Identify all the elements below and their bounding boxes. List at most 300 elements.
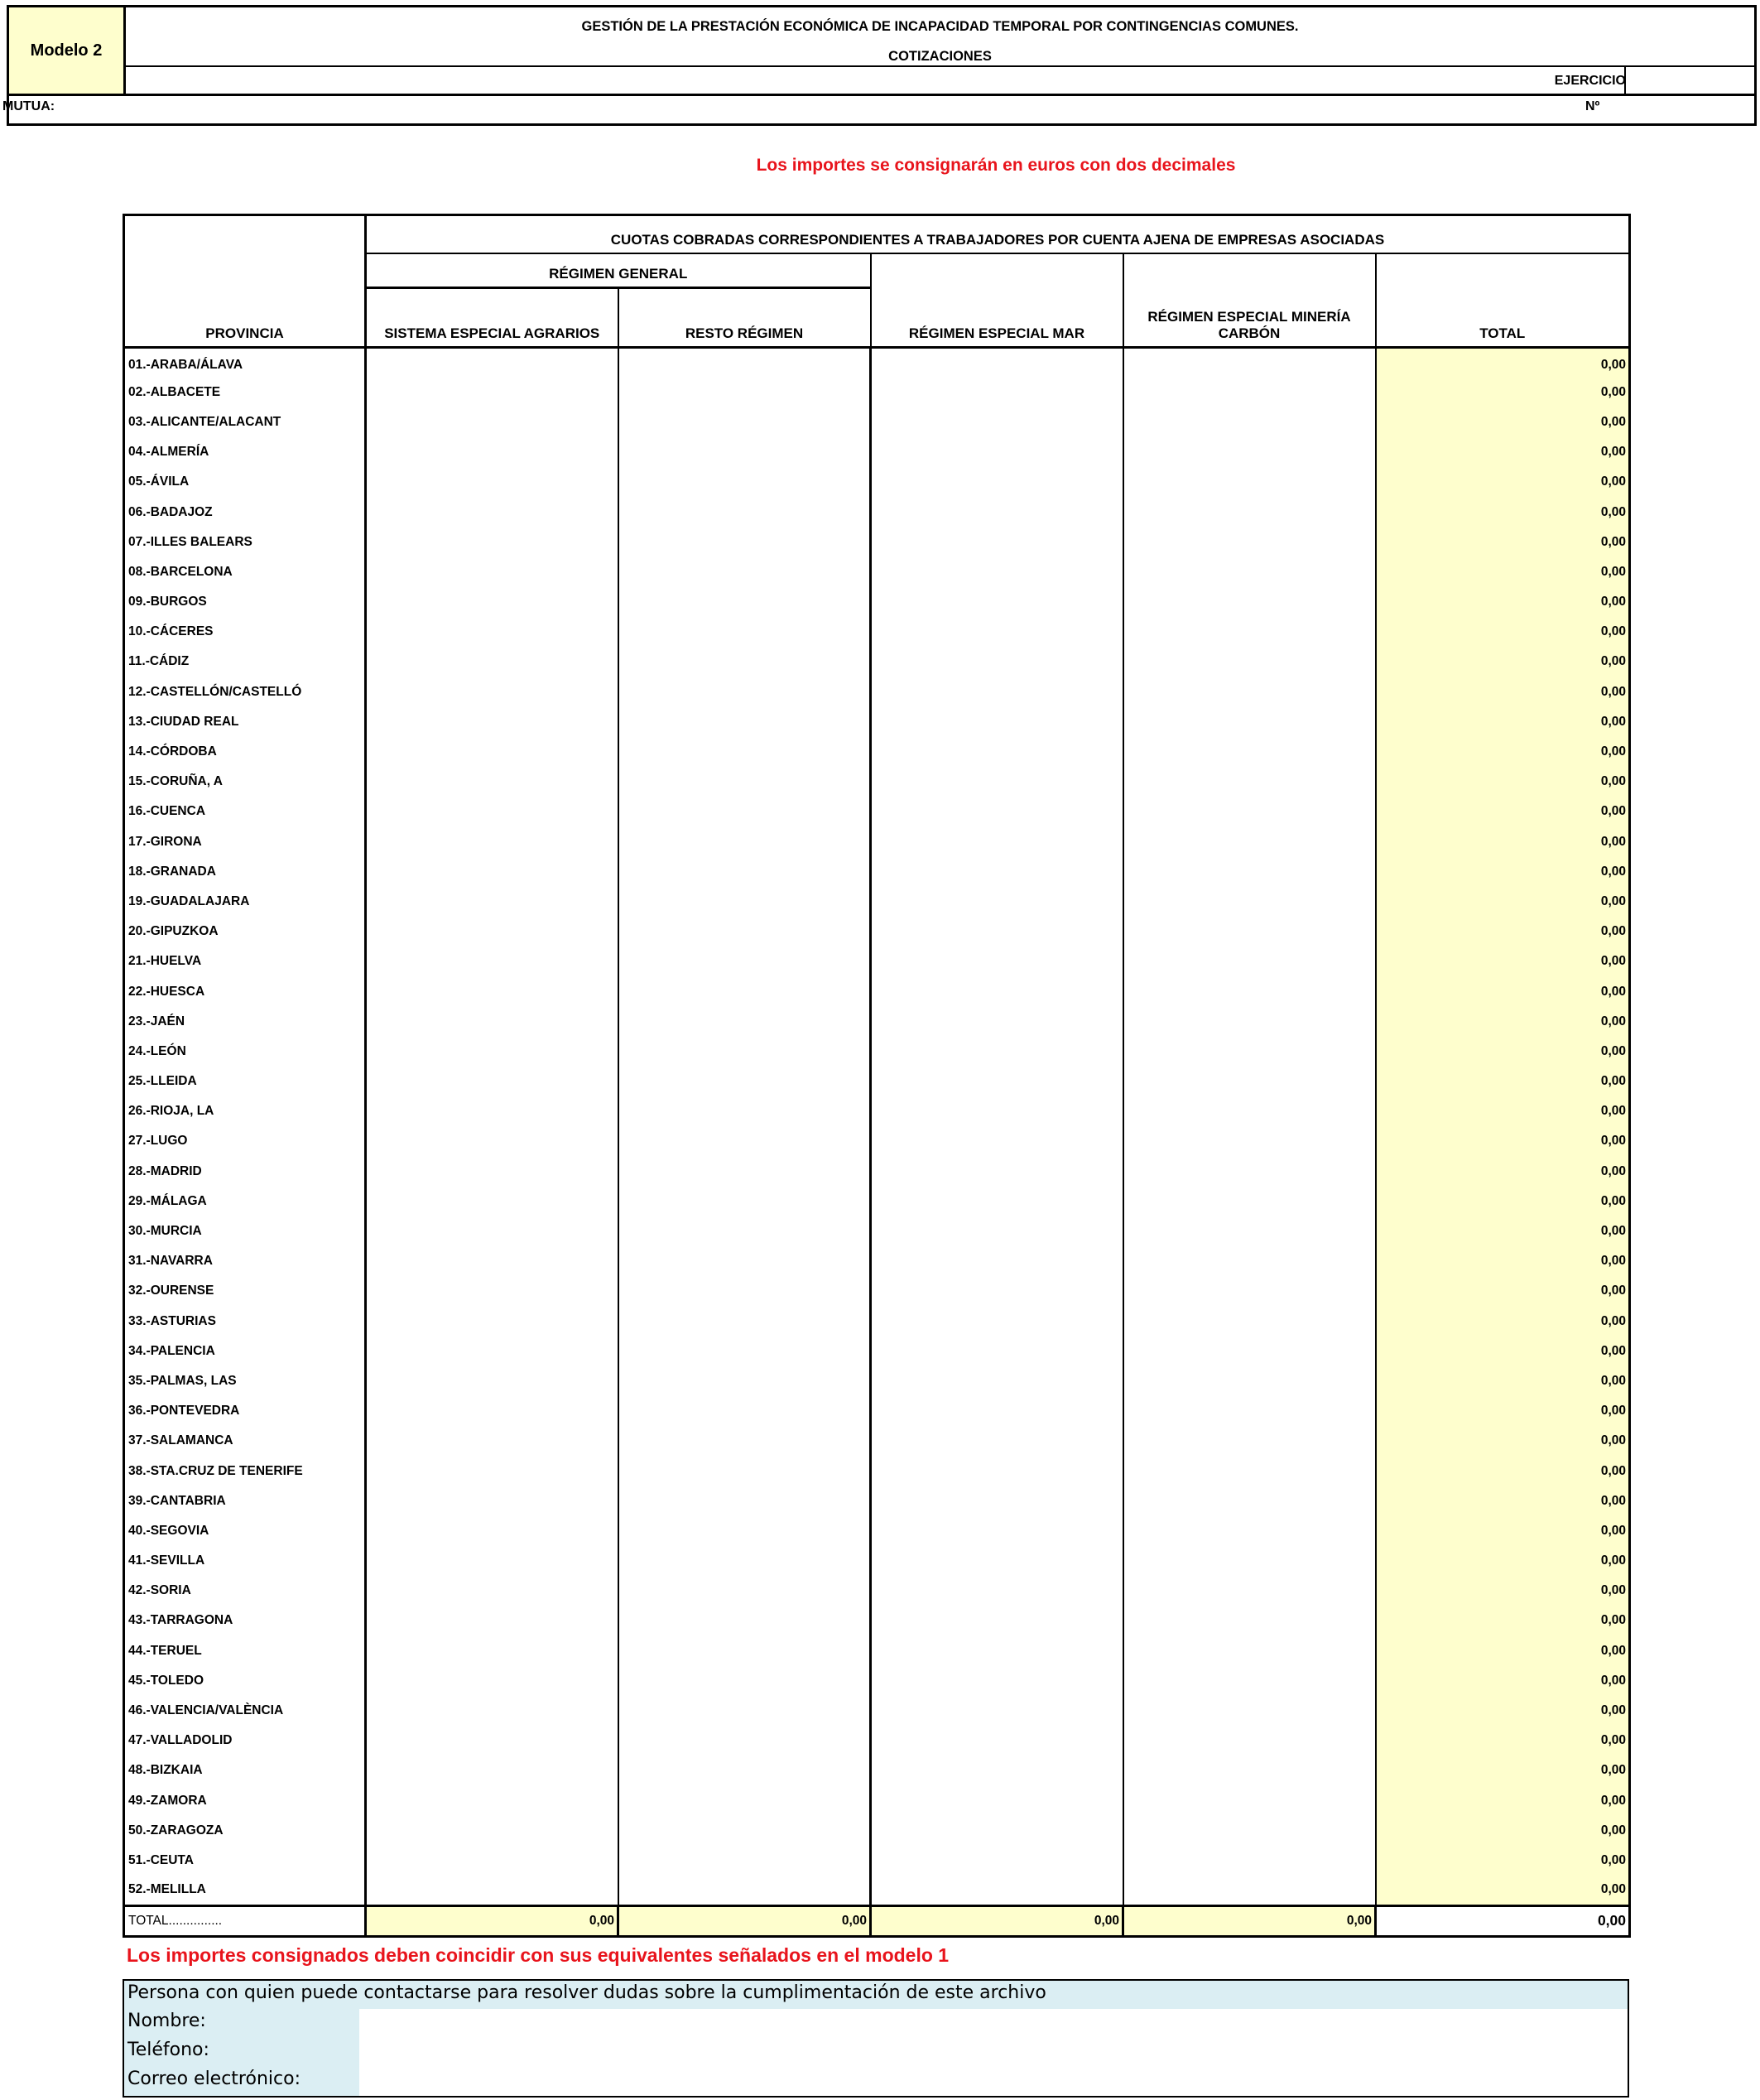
table-row <box>124 1696 1630 1726</box>
mineria-cell[interactable] <box>1123 1516 1376 1546</box>
mar-cell[interactable] <box>871 587 1123 617</box>
agrarios-cell[interactable] <box>366 557 618 587</box>
mar-cell[interactable] <box>871 1126 1123 1156</box>
mar-cell[interactable] <box>871 1396 1123 1426</box>
mineria-cell[interactable] <box>1123 1816 1376 1846</box>
row-total-value: 0,00 <box>1376 1126 1630 1156</box>
ejercicio-field[interactable] <box>1624 67 1754 94</box>
table-row <box>124 1576 1630 1606</box>
agrarios-cell[interactable] <box>366 1037 618 1067</box>
agrarios-cell[interactable] <box>366 1756 618 1785</box>
mineria-cell[interactable] <box>1123 1756 1376 1785</box>
resto-cell[interactable] <box>618 887 871 917</box>
province-label: 42.-SORIA <box>124 1576 366 1606</box>
numero-label: Nº <box>1585 99 1600 113</box>
resto-cell[interactable] <box>618 707 871 737</box>
resto-cell[interactable] <box>618 1426 871 1456</box>
mineria-cell[interactable] <box>1123 737 1376 767</box>
mar-cell[interactable] <box>871 1516 1123 1546</box>
agrarios-cell[interactable] <box>366 857 618 887</box>
mineria-cell[interactable] <box>1123 378 1376 407</box>
mar-cell[interactable] <box>871 946 1123 976</box>
mineria-cell[interactable] <box>1123 1666 1376 1696</box>
mar-cell[interactable] <box>871 1276 1123 1306</box>
mar-cell[interactable] <box>871 1216 1123 1246</box>
mar-cell[interactable] <box>871 737 1123 767</box>
table-row <box>124 1007 1630 1037</box>
agrarios-cell[interactable] <box>366 1666 618 1696</box>
agrarios-cell[interactable] <box>366 767 618 797</box>
resto-cell[interactable] <box>618 1216 871 1246</box>
mar-cell[interactable] <box>871 1636 1123 1666</box>
mar-cell[interactable] <box>871 976 1123 1006</box>
resto-cell[interactable] <box>618 467 871 497</box>
resto-cell[interactable] <box>618 797 871 826</box>
province-label: 05.-ÁVILA <box>124 467 366 497</box>
mineria-cell[interactable] <box>1123 1067 1376 1096</box>
mineria-cell[interactable] <box>1123 887 1376 917</box>
mineria-cell[interactable] <box>1123 1337 1376 1366</box>
table-row <box>124 1516 1630 1546</box>
nombre-label: Nombre: <box>127 2011 206 2031</box>
mar-cell[interactable] <box>871 1037 1123 1067</box>
row-total-value: 0,00 <box>1376 1067 1630 1096</box>
table-row <box>124 617 1630 647</box>
agrarios-cell[interactable] <box>366 1516 618 1546</box>
mineria-cell[interactable] <box>1123 857 1376 887</box>
resto-cell[interactable] <box>618 677 871 707</box>
mar-cell[interactable] <box>871 407 1123 437</box>
mar-cell[interactable] <box>871 1756 1123 1785</box>
province-label: 08.-BARCELONA <box>124 557 366 587</box>
agrarios-cell[interactable] <box>366 1486 618 1516</box>
mineria-cell[interactable] <box>1123 1246 1376 1276</box>
agrarios-cell[interactable] <box>366 1337 618 1366</box>
table-row <box>124 1037 1630 1067</box>
mineria-cell[interactable] <box>1123 677 1376 707</box>
mar-cell[interactable] <box>871 1187 1123 1216</box>
agrarios-cell[interactable] <box>366 587 618 617</box>
mar-cell[interactable] <box>871 617 1123 647</box>
resto-cell[interactable] <box>618 1816 871 1846</box>
table-row <box>124 707 1630 737</box>
resto-cell[interactable] <box>618 557 871 587</box>
table-row <box>124 976 1630 1006</box>
resto-cell[interactable] <box>618 1067 871 1096</box>
table-row <box>124 857 1630 887</box>
mar-cell[interactable] <box>871 1007 1123 1037</box>
resto-cell[interactable] <box>618 587 871 617</box>
resto-cell[interactable] <box>618 1606 871 1635</box>
mar-cell[interactable] <box>871 1786 1123 1816</box>
mineria-cell[interactable] <box>1123 946 1376 976</box>
table-row <box>124 1067 1630 1096</box>
mar-cell[interactable] <box>871 378 1123 407</box>
agrarios-cell[interactable] <box>366 1786 618 1816</box>
agrarios-cell[interactable] <box>366 647 618 677</box>
mineria-cell[interactable] <box>1123 1546 1376 1576</box>
mar-cell[interactable] <box>871 1307 1123 1337</box>
row-total-value: 0,00 <box>1376 737 1630 767</box>
mineria-cell[interactable] <box>1123 527 1376 557</box>
table-row <box>124 1786 1630 1816</box>
mar-cell[interactable] <box>871 827 1123 857</box>
agrarios-cell[interactable] <box>366 348 618 378</box>
resto-cell[interactable] <box>618 1876 871 1905</box>
agrarios-cell[interactable] <box>366 1396 618 1426</box>
row-total-value: 0,00 <box>1376 1396 1630 1426</box>
row-total-value: 0,00 <box>1376 1546 1630 1576</box>
agrarios-cell[interactable] <box>366 827 618 857</box>
mineria-cell[interactable] <box>1123 707 1376 737</box>
resto-cell[interactable] <box>618 1007 871 1037</box>
telefono-field[interactable] <box>359 2038 1628 2067</box>
resto-cell[interactable] <box>618 1157 871 1187</box>
mar-cell[interactable] <box>871 1876 1123 1905</box>
totals-row <box>124 1905 1630 1936</box>
mar-cell[interactable] <box>871 1696 1123 1726</box>
province-label: 40.-SEGOVIA <box>124 1516 366 1546</box>
row-total-value: 0,00 <box>1376 1756 1630 1785</box>
province-label: 16.-CUENCA <box>124 797 366 826</box>
mineria-cell[interactable] <box>1123 1726 1376 1756</box>
resto-cell[interactable] <box>618 976 871 1006</box>
resto-cell[interactable] <box>618 1037 871 1067</box>
resto-cell[interactable] <box>618 917 871 946</box>
agrarios-cell[interactable] <box>366 1456 618 1486</box>
mineria-cell[interactable] <box>1123 587 1376 617</box>
mineria-cell[interactable] <box>1123 1037 1376 1067</box>
mineria-cell[interactable] <box>1123 557 1376 587</box>
province-label: 44.-TERUEL <box>124 1636 366 1666</box>
mineria-cell[interactable] <box>1123 1636 1376 1666</box>
agrarios-cell[interactable] <box>366 797 618 826</box>
agrarios-cell[interactable] <box>366 467 618 497</box>
resto-cell[interactable] <box>618 1636 871 1666</box>
mineria-cell[interactable] <box>1123 1576 1376 1606</box>
row-total-value: 0,00 <box>1376 767 1630 797</box>
province-label: 02.-ALBACETE <box>124 378 366 407</box>
total-agrarios-value: 0,00 <box>366 1905 618 1936</box>
province-label: 14.-CÓRDOBA <box>124 737 366 767</box>
mineria-cell[interactable] <box>1123 1157 1376 1187</box>
form-title <box>126 7 1754 67</box>
resto-cell[interactable] <box>618 1576 871 1606</box>
agrarios-cell[interactable] <box>366 1576 618 1606</box>
province-label: 17.-GIRONA <box>124 827 366 857</box>
row-total-value: 0,00 <box>1376 917 1630 946</box>
resto-cell[interactable] <box>618 1666 871 1696</box>
table-row <box>124 1846 1630 1876</box>
mineria-cell[interactable] <box>1123 767 1376 797</box>
agrarios-cell[interactable] <box>366 887 618 917</box>
contact-header <box>124 1981 1628 2009</box>
row-total-value: 0,00 <box>1376 407 1630 437</box>
mineria-cell[interactable] <box>1123 1456 1376 1486</box>
mar-cell[interactable] <box>871 887 1123 917</box>
mar-cell[interactable] <box>871 1246 1123 1276</box>
mar-cell[interactable] <box>871 857 1123 887</box>
group-header: CUOTAS COBRADAS CORRESPONDIENTES A TRABAJADORES POR CUENTA AJENA DE EMPRESAS ASOCIADAS <box>366 215 1630 253</box>
mar-cell[interactable] <box>871 1726 1123 1756</box>
table-row <box>124 437 1630 467</box>
table-row <box>124 557 1630 587</box>
contact-header-text: Persona con quien puede contactarse para resolver dudas sobre la cumplimentación de este archivo <box>127 1982 1046 2003</box>
row-total-value: 0,00 <box>1376 1816 1630 1846</box>
grand-total-value: 0,00 <box>1376 1905 1630 1936</box>
table-row <box>124 467 1630 497</box>
mar-cell[interactable] <box>871 1366 1123 1396</box>
row-total-value: 0,00 <box>1376 1516 1630 1546</box>
mineria-cell[interactable] <box>1123 1426 1376 1456</box>
province-label: 15.-CORUÑA, A <box>124 767 366 797</box>
resto-cell[interactable] <box>618 946 871 976</box>
mar-header: RÉGIMEN ESPECIAL MAR <box>871 253 1123 348</box>
agrarios-cell[interactable] <box>366 1546 618 1576</box>
mar-cell[interactable] <box>871 557 1123 587</box>
mineria-cell[interactable] <box>1123 437 1376 467</box>
agrarios-cell[interactable] <box>366 437 618 467</box>
agrarios-cell[interactable] <box>366 1126 618 1156</box>
resto-cell[interactable] <box>618 1276 871 1306</box>
mar-cell[interactable] <box>871 647 1123 677</box>
table-row <box>124 1307 1630 1337</box>
province-label: 24.-LEÓN <box>124 1037 366 1067</box>
mar-cell[interactable] <box>871 767 1123 797</box>
mar-cell[interactable] <box>871 1816 1123 1846</box>
agrarios-cell[interactable] <box>366 1846 618 1876</box>
mineria-cell[interactable] <box>1123 1606 1376 1635</box>
mar-cell[interactable] <box>871 1426 1123 1456</box>
resto-cell[interactable] <box>618 1126 871 1156</box>
mineria-header: RÉGIMEN ESPECIAL MINERÍA CARBÓN <box>1123 253 1376 348</box>
mar-cell[interactable] <box>871 1157 1123 1187</box>
province-label: 28.-MADRID <box>124 1157 366 1187</box>
mineria-cell[interactable] <box>1123 617 1376 647</box>
regimen-general-header: RÉGIMEN GENERAL <box>366 253 871 288</box>
agrarios-cell[interactable] <box>366 946 618 976</box>
table-row <box>124 1816 1630 1846</box>
mineria-cell[interactable] <box>1123 827 1376 857</box>
resto-cell[interactable] <box>618 1096 871 1126</box>
agrarios-cell[interactable] <box>366 1246 618 1276</box>
resto-cell[interactable] <box>618 1846 871 1876</box>
resto-cell[interactable] <box>618 407 871 437</box>
mineria-cell[interactable] <box>1123 797 1376 826</box>
table-row <box>124 378 1630 407</box>
row-total-value: 0,00 <box>1376 1876 1630 1905</box>
table-row <box>124 407 1630 437</box>
province-label: 19.-GUADALAJARA <box>124 887 366 917</box>
mineria-cell[interactable] <box>1123 1396 1376 1426</box>
mar-cell[interactable] <box>871 437 1123 467</box>
agrarios-cell[interactable] <box>366 737 618 767</box>
mar-cell[interactable] <box>871 1486 1123 1516</box>
agrarios-cell[interactable] <box>366 1696 618 1726</box>
mineria-cell[interactable] <box>1123 976 1376 1006</box>
row-total-value: 0,00 <box>1376 946 1630 976</box>
agrarios-header: SISTEMA ESPECIAL AGRARIOS <box>366 288 618 348</box>
agrarios-cell[interactable] <box>366 1426 618 1456</box>
mar-cell[interactable] <box>871 467 1123 497</box>
mar-cell[interactable] <box>871 1846 1123 1876</box>
agrarios-cell[interactable] <box>366 1606 618 1635</box>
mineria-cell[interactable] <box>1123 348 1376 378</box>
mar-cell[interactable] <box>871 1546 1123 1576</box>
mineria-cell[interactable] <box>1123 1096 1376 1126</box>
resto-cell[interactable] <box>618 1396 871 1426</box>
mineria-cell[interactable] <box>1123 1216 1376 1246</box>
mar-cell[interactable] <box>871 1576 1123 1606</box>
mar-cell[interactable] <box>871 497 1123 527</box>
mar-cell[interactable] <box>871 707 1123 737</box>
mineria-cell[interactable] <box>1123 407 1376 437</box>
table-row <box>124 1157 1630 1187</box>
resto-cell[interactable] <box>618 527 871 557</box>
agrarios-cell[interactable] <box>366 707 618 737</box>
mar-cell[interactable] <box>871 1456 1123 1486</box>
agrarios-cell[interactable] <box>366 1067 618 1096</box>
mineria-cell[interactable] <box>1123 1846 1376 1876</box>
resto-cell[interactable] <box>618 1486 871 1516</box>
resto-cell[interactable] <box>618 497 871 527</box>
agrarios-cell[interactable] <box>366 917 618 946</box>
resto-cell[interactable] <box>618 348 871 378</box>
resto-cell[interactable] <box>618 1726 871 1756</box>
mineria-cell[interactable] <box>1123 1187 1376 1216</box>
agrarios-cell[interactable] <box>366 677 618 707</box>
agrarios-cell[interactable] <box>366 617 618 647</box>
mineria-cell[interactable] <box>1123 647 1376 677</box>
resto-cell[interactable] <box>618 737 871 767</box>
mineria-cell[interactable] <box>1123 1307 1376 1337</box>
telefono-row <box>124 2038 359 2067</box>
row-total-value: 0,00 <box>1376 437 1630 467</box>
resto-cell[interactable] <box>618 1307 871 1337</box>
resto-cell[interactable] <box>618 1337 871 1366</box>
resto-cell[interactable] <box>618 767 871 797</box>
mar-cell[interactable] <box>871 527 1123 557</box>
agrarios-cell[interactable] <box>366 1816 618 1846</box>
mineria-cell[interactable] <box>1123 1366 1376 1396</box>
agrarios-cell[interactable] <box>366 1636 618 1666</box>
resto-cell[interactable] <box>618 1786 871 1816</box>
resto-cell[interactable] <box>618 1366 871 1396</box>
mar-cell[interactable] <box>871 1606 1123 1635</box>
table-row <box>124 1456 1630 1486</box>
resto-cell[interactable] <box>618 1756 871 1785</box>
table-row <box>124 1096 1630 1126</box>
agrarios-cell[interactable] <box>366 1876 618 1905</box>
agrarios-cell[interactable] <box>366 497 618 527</box>
resto-cell[interactable] <box>618 1516 871 1546</box>
mineria-cell[interactable] <box>1123 1007 1376 1037</box>
agrarios-cell[interactable] <box>366 976 618 1006</box>
agrarios-cell[interactable] <box>366 378 618 407</box>
agrarios-cell[interactable] <box>366 407 618 437</box>
agrarios-cell[interactable] <box>366 1096 618 1126</box>
row-total-value: 0,00 <box>1376 1246 1630 1276</box>
mar-cell[interactable] <box>871 348 1123 378</box>
mutua-label: MUTUA: <box>2 99 55 113</box>
province-label: 43.-TARRAGONA <box>124 1606 366 1635</box>
mineria-cell[interactable] <box>1123 1276 1376 1306</box>
row-total-value: 0,00 <box>1376 1846 1630 1876</box>
correo-field[interactable] <box>359 2067 1628 2096</box>
resto-cell[interactable] <box>618 1696 871 1726</box>
mineria-cell[interactable] <box>1123 1126 1376 1156</box>
resto-cell[interactable] <box>618 437 871 467</box>
agrarios-cell[interactable] <box>366 1157 618 1187</box>
agrarios-cell[interactable] <box>366 1216 618 1246</box>
resto-cell[interactable] <box>618 827 871 857</box>
resto-cell[interactable] <box>618 857 871 887</box>
mar-cell[interactable] <box>871 1337 1123 1366</box>
mar-cell[interactable] <box>871 1096 1123 1126</box>
agrarios-cell[interactable] <box>366 1007 618 1037</box>
resto-cell[interactable] <box>618 1546 871 1576</box>
mineria-cell[interactable] <box>1123 1786 1376 1816</box>
correo-row <box>124 2067 359 2096</box>
row-total-value: 0,00 <box>1376 378 1630 407</box>
agrarios-cell[interactable] <box>366 1307 618 1337</box>
agrarios-cell[interactable] <box>366 527 618 557</box>
row-total-value: 0,00 <box>1376 527 1630 557</box>
table-row <box>124 1756 1630 1785</box>
row-total-value: 0,00 <box>1376 677 1630 707</box>
resto-cell[interactable] <box>618 1187 871 1216</box>
mineria-cell[interactable] <box>1123 917 1376 946</box>
agrarios-cell[interactable] <box>366 1726 618 1756</box>
row-total-value: 0,00 <box>1376 1666 1630 1696</box>
table-row <box>124 1546 1630 1576</box>
province-label: 07.-ILLES BALEARS <box>124 527 366 557</box>
row-total-value: 0,00 <box>1376 1007 1630 1037</box>
mar-cell[interactable] <box>871 1067 1123 1096</box>
coincide-note: Los importes consignados deben coincidir con sus equivalentes señalados en el modelo 1 <box>127 1944 950 1966</box>
row-total-value: 0,00 <box>1376 1606 1630 1635</box>
resto-cell[interactable] <box>618 378 871 407</box>
agrarios-cell[interactable] <box>366 1366 618 1396</box>
agrarios-cell[interactable] <box>366 1276 618 1306</box>
resto-cell[interactable] <box>618 1246 871 1276</box>
province-label: 41.-SEVILLA <box>124 1546 366 1576</box>
resto-cell[interactable] <box>618 617 871 647</box>
table-row <box>124 827 1630 857</box>
province-label: 45.-TOLEDO <box>124 1666 366 1696</box>
resto-cell[interactable] <box>618 647 871 677</box>
nombre-field[interactable] <box>359 2009 1628 2038</box>
mineria-cell[interactable] <box>1123 1696 1376 1726</box>
table-row <box>124 1486 1630 1516</box>
row-total-value: 0,00 <box>1376 1726 1630 1756</box>
provincia-header: PROVINCIA <box>124 215 366 348</box>
mineria-cell[interactable] <box>1123 1486 1376 1516</box>
mar-cell[interactable] <box>871 677 1123 707</box>
row-total-value: 0,00 <box>1376 617 1630 647</box>
resto-cell[interactable] <box>618 1456 871 1486</box>
mar-cell[interactable] <box>871 1666 1123 1696</box>
agrarios-cell[interactable] <box>366 1187 618 1216</box>
table-row <box>124 1187 1630 1216</box>
province-label: 26.-RIOJA, LA <box>124 1096 366 1126</box>
mar-cell[interactable] <box>871 797 1123 826</box>
mineria-cell[interactable] <box>1123 1876 1376 1905</box>
mineria-cell[interactable] <box>1123 467 1376 497</box>
row-total-value: 0,00 <box>1376 1187 1630 1216</box>
mineria-cell[interactable] <box>1123 497 1376 527</box>
mar-cell[interactable] <box>871 917 1123 946</box>
